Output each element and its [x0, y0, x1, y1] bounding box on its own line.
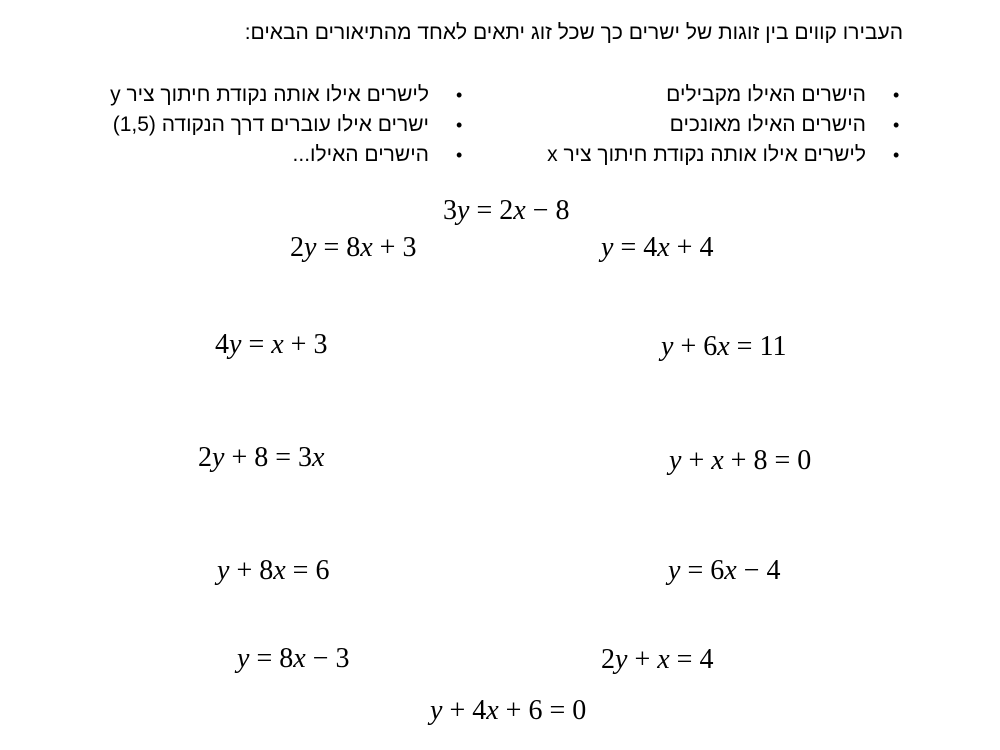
- bullet-icon: •: [893, 115, 900, 135]
- description-parallel: הישרים האילו מקבילים: [666, 83, 866, 106]
- equation-4y-x-3[interactable]: 4y = x + 3: [215, 329, 328, 360]
- equation-3y-2x-8[interactable]: 3y = 2x − 8: [443, 195, 570, 226]
- description-through-point: ישרים אילו עוברים דרך הנקודה (1,5): [112, 113, 429, 136]
- equation-y-8x-6[interactable]: y + 8x = 6: [217, 555, 330, 586]
- equation-y-6x-4[interactable]: y = 6x − 4: [668, 555, 781, 586]
- description-same-y-intercept: לישרים אילו אותה נקודת חיתוך ציר y: [110, 83, 429, 106]
- equation-y-8x-3[interactable]: y = 8x − 3: [237, 643, 350, 674]
- bullet-icon: •: [456, 85, 463, 105]
- equation-y-4x-4[interactable]: y = 4x + 4: [601, 232, 714, 263]
- equation-2y-8x-3[interactable]: 2y = 8x + 3: [290, 232, 417, 263]
- bullet-icon: •: [893, 145, 900, 165]
- bullet-icon: •: [456, 115, 463, 135]
- equation-y-4x-6-0[interactable]: y + 4x + 6 = 0: [430, 695, 587, 726]
- equation-y-6x-11[interactable]: y + 6x = 11: [661, 331, 787, 362]
- bullet-icon: •: [456, 145, 463, 165]
- instruction-text: העבירו קווים בין זוגות של ישרים כך שכל זוג יתאים לאחד מהתיאורים הבאים:: [244, 21, 903, 44]
- description-other: הישרים האילו...: [292, 143, 429, 166]
- description-same-x-intercept: לישרים אילו אותה נקודת חיתוך ציר x: [547, 143, 866, 166]
- equation-2y-x-4[interactable]: 2y + x = 4: [601, 644, 714, 675]
- bullet-icon: •: [893, 85, 900, 105]
- equation-2y-8-3x[interactable]: 2y + 8 = 3x: [198, 442, 325, 473]
- equation-y-x-8-0[interactable]: y + x + 8 = 0: [669, 445, 812, 476]
- description-perpendicular: הישרים האילו מאונכים: [669, 113, 866, 136]
